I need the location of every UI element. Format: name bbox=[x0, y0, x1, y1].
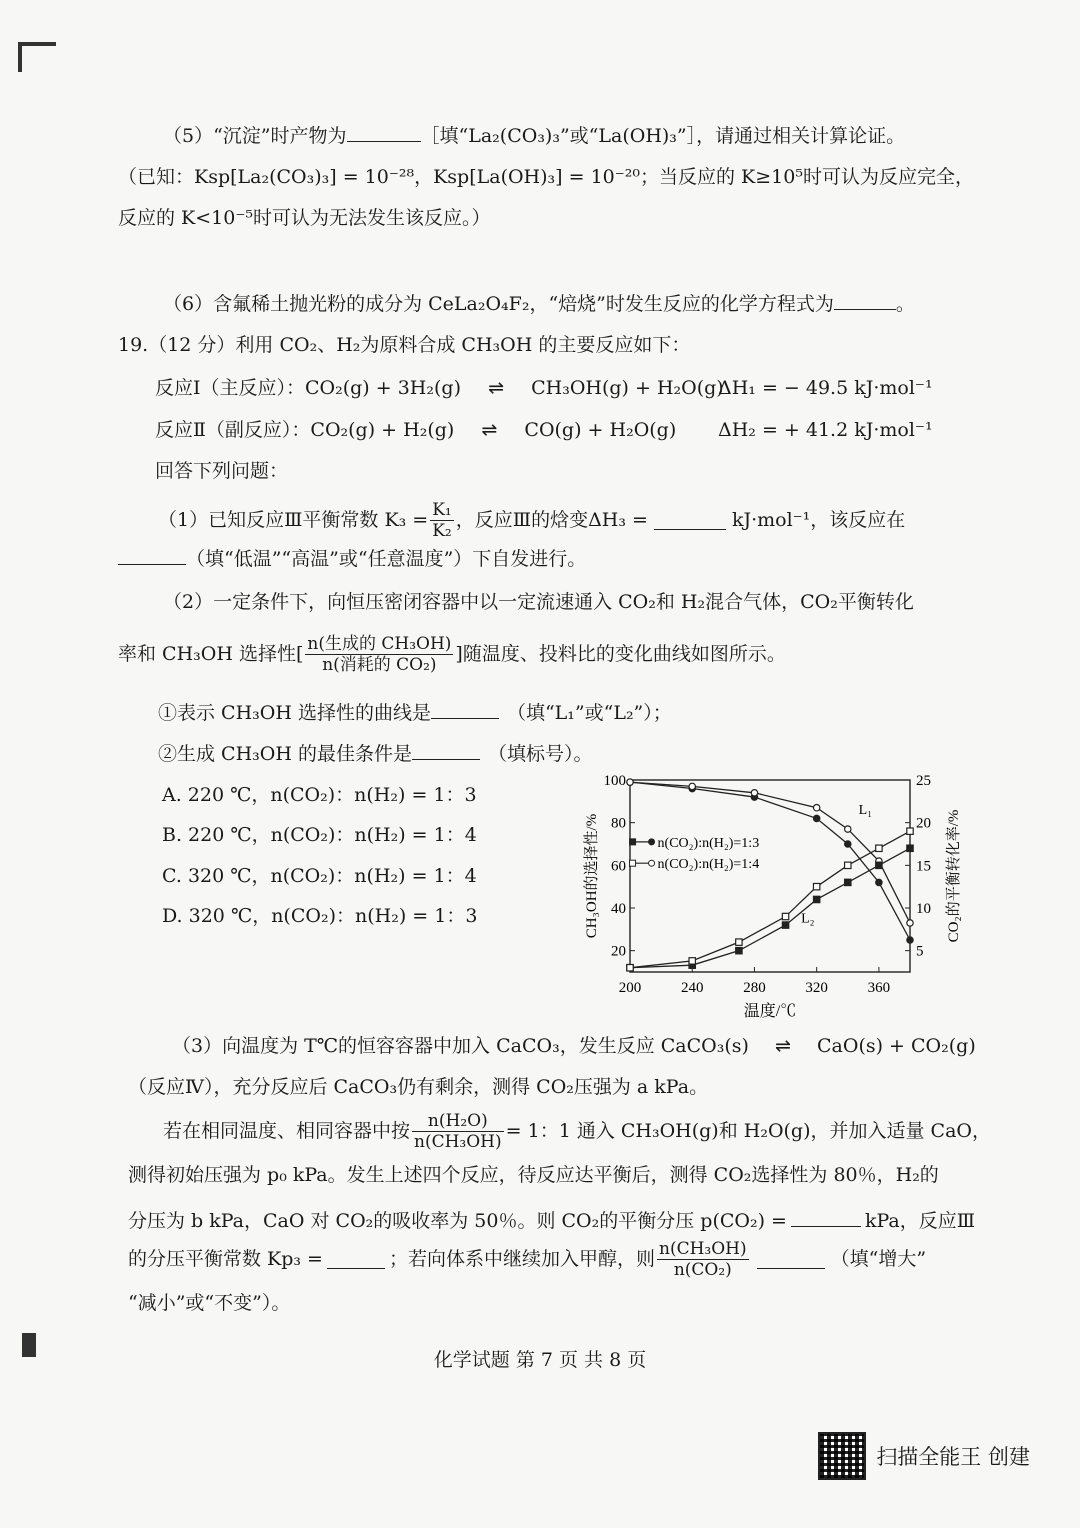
answer-blank[interactable] bbox=[654, 511, 726, 530]
answer-blank[interactable] bbox=[431, 700, 499, 719]
y-left-tick-label: 20 bbox=[611, 943, 626, 960]
x-tick-label: 200 bbox=[618, 980, 642, 996]
y-left-tick-label: 40 bbox=[611, 901, 626, 917]
answer-blank[interactable] bbox=[791, 1208, 861, 1227]
y-left-axis-label: CH₃OH的选择性/% bbox=[584, 813, 600, 939]
qr-code-icon bbox=[818, 1432, 866, 1480]
y-right-tick-label: 15 bbox=[916, 858, 931, 875]
y-left-tick-label: 100 bbox=[603, 773, 626, 789]
q19-p2-line2: 率和 CH₃OH 选择性[ $\frac{\text{n(生成的 CH₃OH)}}{\text{n(消耗的 CO₂)}}$ ]随温度、投料比的变化曲线如图所示。 bbox=[118, 633, 786, 675]
option-d: D. 320 ℃，n(CO₂)：n(H₂) = 1：3 bbox=[162, 905, 478, 927]
data-point bbox=[907, 828, 913, 834]
y-right-tick-label: 25 bbox=[916, 773, 931, 789]
answer-prompt: 回答下列问题： bbox=[155, 460, 289, 482]
answer-blank[interactable] bbox=[327, 1250, 385, 1269]
data-point bbox=[876, 845, 882, 851]
q19-p2-line1: （2）一定条件下，向恒压密闭容器中以一定流速通入 CO₂和 H₂混合气体，CO₂平衡转化 bbox=[163, 591, 914, 613]
answer-blank[interactable] bbox=[347, 123, 421, 142]
reaction-1: 反应Ⅰ（主反应）：CO₂(g) + 3H₂(g) ⇌ CH₃OH(g) + H₂O(g) bbox=[155, 377, 724, 399]
answer-blank[interactable] bbox=[757, 1250, 825, 1269]
corner-mark-top-vertical bbox=[18, 42, 22, 72]
y-left-tick-label: 80 bbox=[611, 815, 626, 832]
q19-p3-line7: “减小”或“不变”）。 bbox=[128, 1292, 291, 1314]
data-point bbox=[736, 939, 742, 945]
reaction-1-enthalpy: ΔH₁ = − 49.5 kJ·mol⁻¹ bbox=[718, 377, 933, 399]
x-tick-label: 320 bbox=[805, 980, 828, 996]
q18-p5-line2: （已知：Ksp[La₂(CO₃)₃] = 10⁻²⁸，Ksp[La(OH)₃] = 10⁻²⁰；当反应的 K≥10⁵时可认为反应完全， bbox=[118, 166, 974, 188]
legend-marker-circle bbox=[649, 839, 655, 845]
reaction-2-enthalpy: ΔH₂ = + 41.2 kJ·mol⁻¹ bbox=[718, 419, 933, 441]
curve-label-l2: L₂ bbox=[801, 911, 815, 927]
data-point bbox=[907, 937, 913, 943]
data-point bbox=[907, 845, 913, 851]
data-point bbox=[876, 879, 882, 885]
reaction-2: 反应Ⅱ（副反应）：CO₂(g) + H₂(g) ⇌ CO(g) + H₂O(g) bbox=[155, 419, 677, 441]
data-point bbox=[736, 947, 742, 953]
curve-label-l1: L₁ bbox=[858, 803, 873, 819]
data-point bbox=[813, 815, 819, 821]
q18-p5-line3: 反应的 K<10⁻⁵时可认为无法发生该反应。） bbox=[118, 207, 491, 229]
fraction-feed-ratio: $\frac{\text{n(H₂O)}}{\text{n(CH₃OH)}}$ bbox=[414, 1110, 502, 1152]
scanner-label: 扫描全能王 创建 bbox=[876, 1445, 1030, 1469]
x-axis-label: 温度/℃ bbox=[743, 1003, 797, 1020]
q19-p3-line6: 的分压平衡常数 Kp₃ = ；若向体系中继续加入甲醇，则 $\frac{\text{n(CH₃OH)}}{\text{n(CO₂)}}$ （填“增大” bbox=[128, 1238, 927, 1280]
q19-p2-sub1: ①表示 CH₃OH 选择性的曲线是 （填“L₁”或“L₂”）； bbox=[158, 702, 672, 724]
fraction-selectivity: $\frac{\text{n(生成的 CH₃OH)}}{\text{n(消耗的 CO₂)}}$ bbox=[307, 633, 452, 675]
q19-p1-line2: （填“低温”“高温”或“任意温度”）下自发进行。 bbox=[118, 546, 586, 571]
data-point bbox=[845, 826, 851, 832]
x-tick-label: 360 bbox=[867, 980, 891, 996]
data-point bbox=[689, 783, 695, 789]
q19-p3-line4: 测得初始压强为 p₀ kPa。发生上述四个反应，待反应达平衡后，测得 CO₂选择性为 80％，H₂的 bbox=[128, 1164, 939, 1186]
selectivity-conversion-chart bbox=[580, 762, 980, 1024]
data-point bbox=[627, 965, 633, 971]
data-point bbox=[689, 958, 695, 964]
y-right-axis-label: CO₂的平衡转化率/% bbox=[946, 809, 962, 943]
option-a: A. 220 ℃，n(CO₂)：n(H₂) = 1：3 bbox=[162, 784, 477, 806]
y-left-tick-label: 60 bbox=[611, 858, 626, 875]
scanner-watermark bbox=[818, 1432, 1030, 1480]
y-right-tick-label: 5 bbox=[916, 943, 924, 960]
option-c: C. 320 ℃，n(CO₂)：n(H₂) = 1：4 bbox=[162, 865, 477, 887]
equilibrium-arrow-icon: ⇌ bbox=[481, 419, 498, 441]
q19-p3-line3: 若在相同温度、相同容器中按 $\frac{\text{n(H₂O)}}{\text{n(CH₃OH)}}$ = 1：1 通入 CH₃OH(g)和 H₂O(g)，并加入适量 CaO， bbox=[163, 1110, 991, 1152]
data-point bbox=[907, 920, 913, 926]
data-point bbox=[876, 862, 882, 868]
y-right-tick-label: 10 bbox=[916, 901, 931, 917]
series-line-3 bbox=[630, 831, 910, 968]
x-tick-label: 280 bbox=[743, 980, 766, 996]
legend-marker-circle bbox=[649, 860, 655, 866]
corner-mark-top bbox=[18, 42, 56, 46]
data-point bbox=[813, 883, 819, 889]
page-footer: 化学试题 第 7 页 共 8 页 bbox=[433, 1349, 647, 1371]
q18-p5-line1: （5）“沉淀”时产物为 ［填“La₂(CO₃)₃”或“La(OH)₃”］，请通过相关计算论证。 bbox=[163, 125, 906, 147]
data-point bbox=[813, 896, 819, 902]
x-tick-label: 240 bbox=[680, 980, 704, 996]
legend-marker-square bbox=[630, 860, 636, 866]
fraction-k3: $\frac{\text{K₁}}{\text{K₂}}$ bbox=[432, 499, 452, 541]
q19-p3-line5: 分压为 b kPa，CaO 对 CO₂的吸收率为 50％。则 CO₂的平衡分压 p(CO₂) = kPa，反应Ⅲ bbox=[128, 1210, 976, 1232]
data-point bbox=[782, 913, 788, 919]
data-point bbox=[627, 779, 633, 785]
option-b: B. 220 ℃，n(CO₂)：n(H₂) = 1：4 bbox=[162, 824, 477, 846]
q18-p6: （6）含氟稀土抛光粉的成分为 CeLa₂O₄F₂，“焙烧”时发生反应的化学方程式为 。 bbox=[163, 293, 915, 315]
data-point bbox=[782, 922, 788, 928]
q19-p2-sub2: ②生成 CH₃OH 的最佳条件是 （填标号）。 bbox=[158, 743, 593, 765]
equilibrium-arrow-icon: ⇌ bbox=[488, 377, 504, 399]
answer-blank[interactable] bbox=[834, 291, 896, 310]
q19-p3-line1: （3）向温度为 T℃的恒容容器中加入 CaCO₃，发生反应 CaCO₃(s) ⇌ CaO(s) + CO₂(g) bbox=[172, 1035, 976, 1057]
answer-blank[interactable] bbox=[118, 546, 186, 565]
data-point bbox=[845, 862, 851, 868]
equilibrium-arrow-icon: ⇌ bbox=[774, 1035, 791, 1057]
data-point bbox=[845, 879, 851, 885]
y-right-tick-label: 20 bbox=[916, 815, 931, 832]
q19-p3-line2: （反应Ⅳ），充分反应后 CaCO₃仍有剩余，测得 CO₂压强为 a kPa。 bbox=[128, 1076, 709, 1098]
legend-label: n(CO₂):n(H₂)=1:4 bbox=[657, 857, 760, 873]
data-point bbox=[813, 805, 819, 811]
q19-p1-line1: （1）已知反应Ⅲ平衡常数 K₃ = $\frac{\text{K₁}}{\text{K₂}}$ ，反应Ⅲ的焓变ΔH₃ = kJ·mol⁻¹，该反应在 bbox=[158, 499, 906, 541]
fraction-methanol-co2: $\frac{\text{n(CH₃OH)}}{\text{n(CO₂)}}$ bbox=[659, 1238, 747, 1280]
data-point bbox=[751, 790, 757, 796]
legend-label: n(CO₂):n(H₂)=1:3 bbox=[657, 835, 760, 851]
legend-marker-square bbox=[630, 839, 636, 845]
q19-intro: 19.（12 分）利用 CO₂、H₂为原料合成 CH₃OH 的主要反应如下： bbox=[118, 334, 691, 356]
data-point bbox=[845, 841, 851, 847]
answer-blank[interactable] bbox=[412, 741, 480, 760]
